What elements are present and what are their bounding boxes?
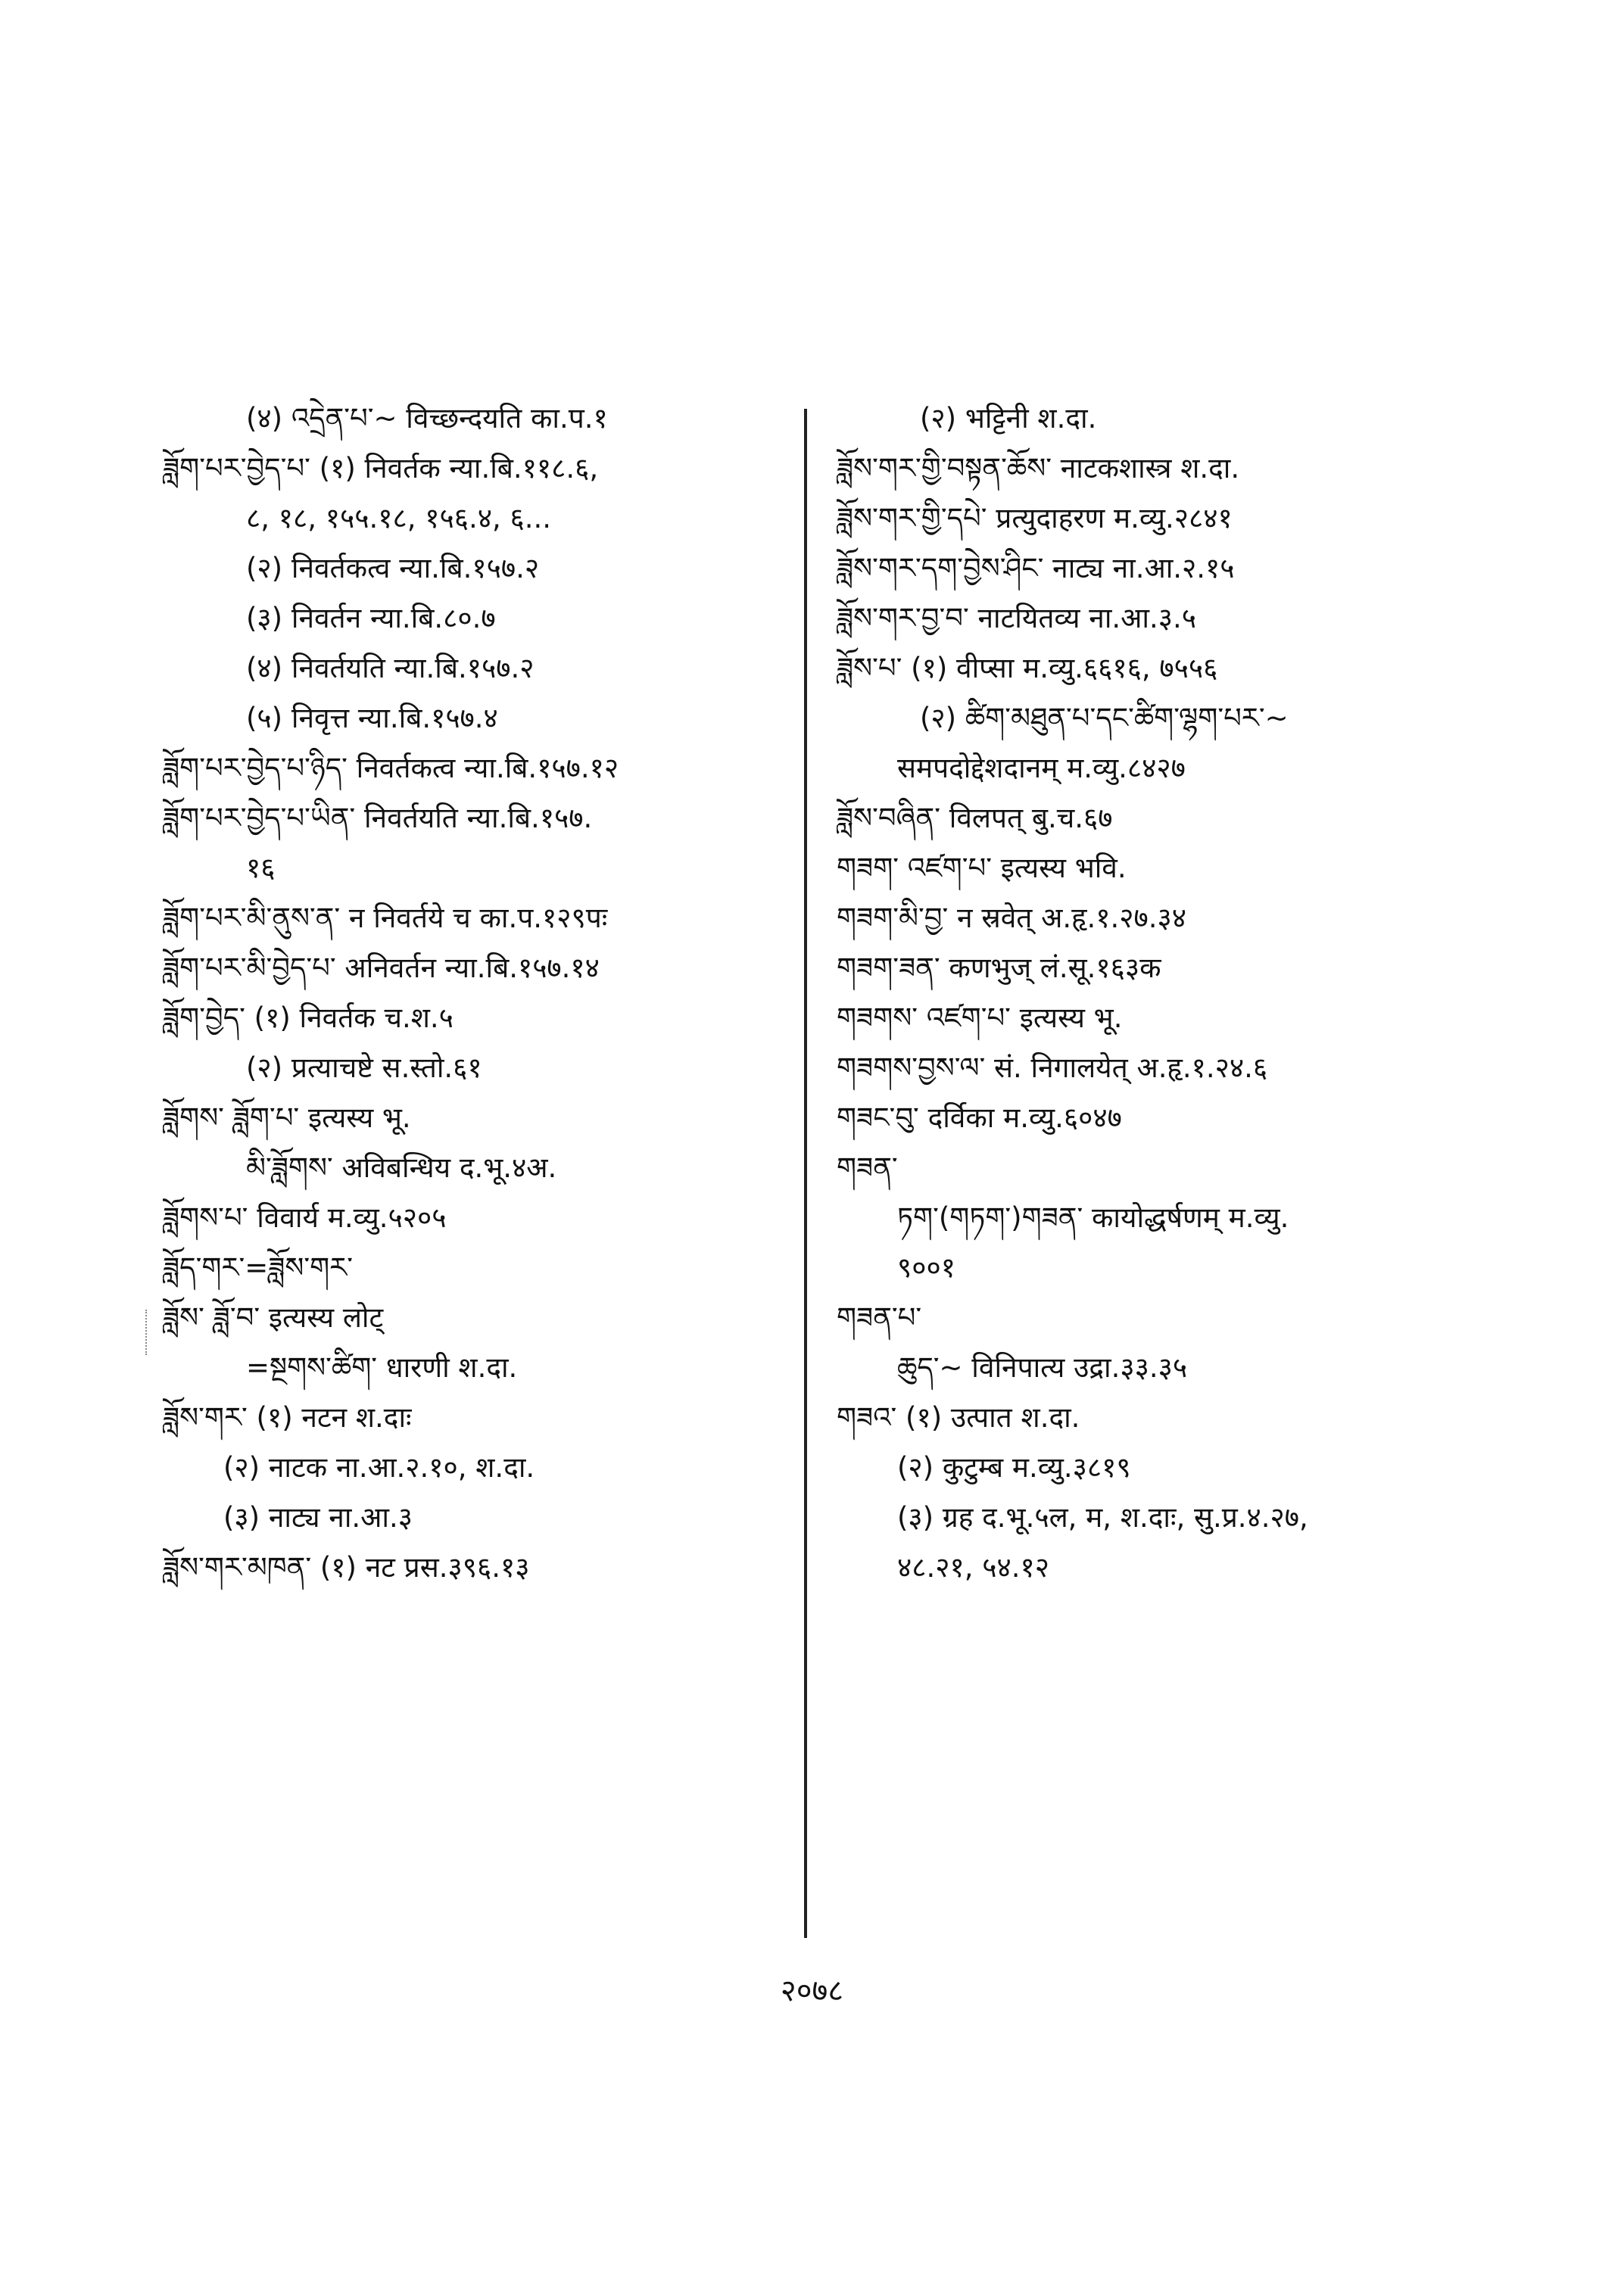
right-column-entry: གཟག་མི་བྱ་ न स्रवेत् अ.हृ.१.२७.३४ [837,902,1186,934]
left-column-entry: ཟློག་པར་བྱེད་པ་ (१) निवर्तक न्या.बि.११८.६, [163,452,599,484]
right-column [837,394,1465,1593]
right-column-entry: ཟློས་གར་གྱི་དཔེ་ प्रत्युदाहरण म.व्यु.२८४१ [837,502,1233,534]
right-column-entry: གཟག་ཟན་ कणभुज् लं.सू.१६३क [837,952,1161,984]
right-column-entry: (२) ཚིག་མཐུན་པ་དང་ཚིག་ལྷག་པར་~ [920,702,1289,734]
right-column-entry: (२) भट्टिनी श.दा. [920,402,1097,435]
right-column-entry: གཟང་བུ་ दर्विका म.व्यु.६०४७ [837,1101,1122,1134]
left-column-entry: ཟློག་བྱེད་ (१) निवर्तक च.श.५ [163,1002,454,1034]
right-column-entry: (२) कुटुम्ब म.व्यु.३८१९ [897,1451,1131,1484]
left-column-entry: ཟློག་པར་བྱེད་པ་ཡིན་ निवर्तयति न्या.बि.१५७. [163,802,593,834]
right-column-entry: གཟག་ འཛག་པ་ इत्यस्य भवि. [837,852,1127,884]
right-column-entry: གཟན་ [837,1151,898,1184]
left-column-entry: (३) नाट्य ना.आ.३ [223,1501,413,1534]
right-column-entry: ९००१ [897,1251,955,1284]
left-column-entry: ཟློག་པར་མི་ནུས་ན་ न निवर्तये च का.प.१२९पः [163,902,608,934]
left-column-entry: ཟློགས་ ཟློག་པ་ इत्यस्य भू. [163,1101,411,1134]
left-column-entry: १६ [246,852,276,884]
left-column-entry: (३) निवर्तन न्या.बि.८०.७ [246,602,496,634]
left-column-entry: (२) निवर्तकत्व न्या.बि.१५७.२ [246,552,540,584]
right-column-entry: ཟློས་བཞིན་ विलपत् बु.च.६७ [837,802,1113,834]
right-column-entry: ཟློས་པ་ (१) वीप्सा म.व्यु.६६१६, ७५५६ [837,652,1218,684]
page-number: २०७८ [780,1974,844,2008]
right-column-entry: ཟློས་གར་དག་བྱེས་ཤིང་ नाट्य ना.आ.२.१५ [837,552,1235,584]
right-column-entry: གཟགས་ འཛག་པ་ इत्यस्य भू. [837,1002,1123,1034]
margin-dots [145,1310,148,1355]
left-column [163,394,784,1593]
right-column-entry: समपदोद्देशदानम् म.व्यु.८४२७ [897,752,1186,784]
left-column-entry: མི་ཟློགས་ अविबन्धिय द.भू.४अ. [246,1151,557,1184]
left-column-entry: ཟློག་པར་མི་བྱེད་པ་ अनिवर्तन न्या.बि.१५७.१४ [163,952,600,984]
left-column-entry: (२) नाटक ना.आ.२.१०, श.दा. [223,1451,535,1484]
right-column-entry: ཏག་(གཏག་)གཟན་ कायोद्धर्षणम् म.व्यु. [897,1201,1289,1234]
right-column-entry: གཟགས་བྱས་ལ་ सं. निगालयेत् अ.हृ.१.२४.६ [837,1051,1268,1084]
right-column-entry: ཆུད་~ विनिपात्य उद्रा.३३.३५ [897,1351,1188,1384]
left-column-entry: (२) प्रत्याचष्टे स.स्तो.६१ [246,1051,482,1084]
right-column-entry: ཟློས་གར་བྱ་བ་ नाटयितव्य ना.आ.३.५ [837,602,1196,634]
left-column-entry: ཟློས་གར་ (१) नटन श.दाः [163,1401,412,1434]
column-divider [804,409,807,1938]
left-column-entry: (४) निवर्तयति न्या.बि.१५७.२ [246,652,535,684]
right-column-entry: (३) ग्रह द.भू.५ल, म, श.दाः, सु.प्र.४.२७, [897,1501,1308,1534]
left-column-entry: ८, १८, १५५.१८, १५६.४, ६... [246,502,552,534]
left-column-entry: ཟློགས་པ་ विवार्य म.व्यु.५२०५ [163,1201,447,1234]
left-column-entry: (४) འདྲེན་པ་~ विच्छन्दयति का.प.१ [246,402,608,435]
right-column-entry: གཟའ་ (१) उत्पात श.दा. [837,1401,1080,1434]
left-column-entry: =སྔགས་ཚིག་ धारणी श.दा. [246,1351,518,1384]
left-column-entry: ཟློད་གར་=ཟློས་གར་ [163,1251,354,1284]
right-column-entry: གཟན་པ་ [837,1301,922,1334]
left-column-entry: ཟློས་ ཟློ་བ་ इत्यस्य लोट् [163,1301,384,1334]
left-column-entry: ཟློས་གར་མཁན་ (१) नट प्रस.३९६.१३ [163,1551,530,1584]
left-column-entry: ཟློག་པར་བྱེད་པ་ཉིད་ निवर्तकत्व न्या.बि.१५७.१२ [163,752,619,784]
right-column-entry: ཟློས་གར་གྱི་བསྟན་ཆོས་ नाटकशास्त्र श.दा. [837,452,1240,484]
right-column-entry: ४८.२१, ५४.१२ [897,1551,1049,1584]
left-column-entry: (५) निवृत्त न्या.बि.१५७.४ [246,702,498,734]
